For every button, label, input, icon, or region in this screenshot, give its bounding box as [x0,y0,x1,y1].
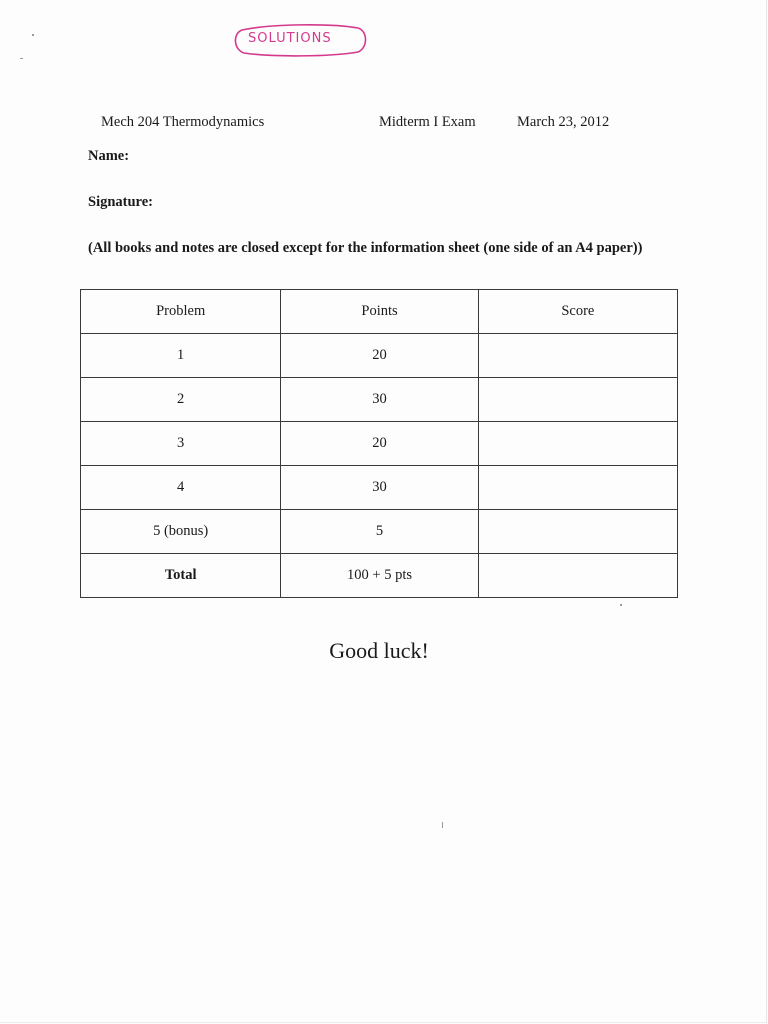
problem-cell: 2 [81,378,281,422]
total-label-cell: Total [81,554,281,598]
total-points-cell: 100 + 5 pts [281,554,478,598]
score-cell [478,466,677,510]
problem-cell: 5 (bonus) [81,510,281,554]
solutions-stamp [230,22,370,58]
points-cell: 30 [281,378,478,422]
exam-instructions: (All books and notes are closed except for the information sheet (one side of an A4 paper)) [88,240,643,256]
stamp-text: SOLUTIONS [248,31,332,46]
closing-message: Good luck! [329,638,429,663]
table-row [81,378,678,422]
score-cell [478,510,677,554]
score-cell [478,378,677,422]
points-cell: 20 [281,334,478,378]
problem-cell: 1 [81,334,281,378]
scan-speck [20,58,23,59]
table-row [81,334,678,378]
score-cell [478,422,677,466]
points-cell: 20 [281,422,478,466]
score-cell [478,334,677,378]
exam-title: Midterm I Exam [379,114,476,130]
table-row [81,422,678,466]
course-title: Mech 204 Thermodynamics [101,114,265,130]
points-cell: 30 [281,466,478,510]
scan-speck [32,34,34,36]
header-problem: Problem [81,290,281,334]
table-total-row [81,554,678,598]
problem-cell: 3 [81,422,281,466]
exam-date: March 23, 2012 [517,114,610,130]
signature-field-label: Signature: [88,194,153,210]
problem-cell: 4 [81,466,281,510]
score-table [80,289,678,598]
header-score: Score [478,290,677,334]
name-field-label: Name: [88,148,130,164]
table-row [81,510,678,554]
scan-speck [620,604,622,606]
total-score-cell [478,554,677,598]
scan-speck [442,822,443,828]
table-row [81,466,678,510]
points-cell: 5 [281,510,478,554]
header-points: Points [281,290,478,334]
table-header-row [81,290,678,334]
